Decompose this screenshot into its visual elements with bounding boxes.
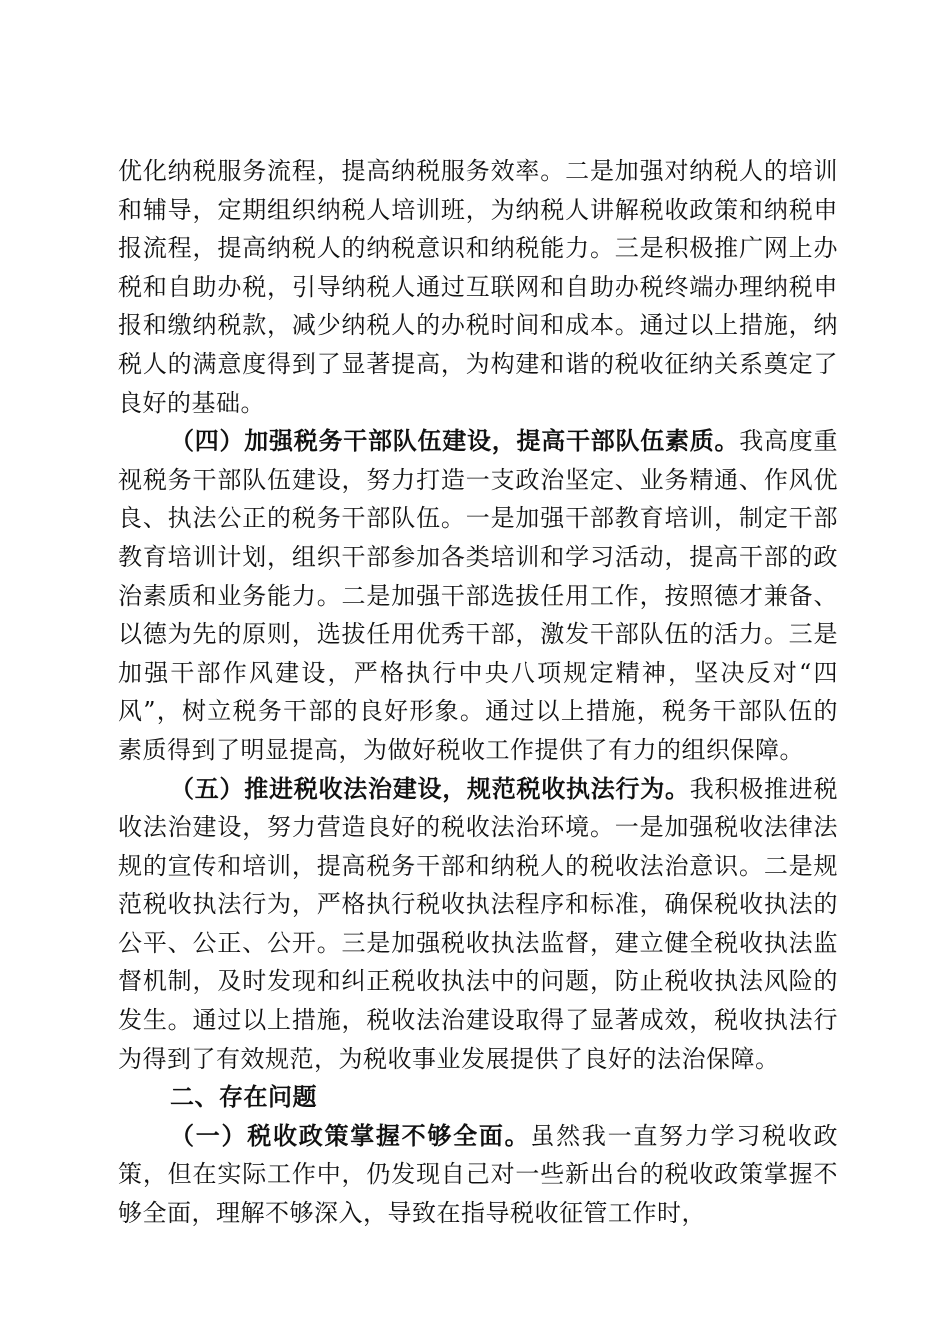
section-heading: 二、存在问题: [170, 1082, 317, 1112]
paragraph-rule-of-law: [118, 770, 838, 1079]
paragraph-cadre-team: [118, 422, 838, 769]
paragraph-policy-issue: [118, 1117, 838, 1233]
paragraph-continuation: [118, 152, 838, 422]
paragraph-lead-heading: （五）推进税收法治建设，规范税收执法行为。: [170, 773, 690, 803]
paragraph-text: 虽然我一直努力学习税收政策，但在实际工作中，仍发现自己对一些新出台的税收政策掌握不够全面，理解不够深入，导致在指导税收征管工作时，: [118, 1121, 838, 1228]
document-body: [118, 152, 838, 1233]
paragraph-lead-heading: （一）税收政策掌握不够全面。: [170, 1120, 531, 1150]
paragraph-text: 我积极推进税收法治建设，努力营造良好的税收法治环境。一是加强税收法律法规的宣传和培训，提高税务干部和纳税人的税收法治意识。二是规范税收执法行为，严格执行税收执法程序和标准，确保税收执法的公平、公正、公开。三是加强税收执法监督，建立健全税收执法监督机制，及时发现和纠正税收执法中的问题，防止税收执法风险的发生。通过以上措施，税收法治建设取得了显著成效，税收执法行为得到了有效规范，为税收事业发展提供了良好的法治保障。: [118, 774, 838, 1073]
paragraph-text: 我高度重视税务干部队伍建设，努力打造一支政治坚定、业务精通、作风优良、执法公正的税务干部队伍。一是加强干部教育培训，制定干部教育培训计划，组织干部参加各类培训和学习活动，提高干部的政治素质和业务能力。二是加强干部选拔任用工作，按照德才兼备、以德为先的原则，选拔任用优秀干部，激发干部队伍的活力。三是加强干部作风建设，严格执行中央八项规定精神，坚决反对“四风”，树立税务干部的良好形象。通过以上措施，税务干部队伍的素质得到了明显提高，为做好税收工作提供了有力的组织保障。: [118, 427, 838, 764]
paragraph-lead-heading: （四）加强税务干部队伍建设，提高干部队伍素质。: [170, 426, 740, 456]
paragraph-text: 优化纳税服务流程，提高纳税服务效率。二是加强对纳税人的培训和辅导，定期组织纳税人培训班，为纳税人讲解税收政策和纳税申报流程，提高纳税人的纳税意识和纳税能力。三是积极推广网上办税和自助办税，引导纳税人通过互联网和自助办税终端办理纳税申报和缴纳税款，减少纳税人的办税时间和成本。通过以上措施，纳税人的满意度得到了显著提高，为构建和谐的税收征纳关系奠定了良好的基础。: [118, 157, 838, 417]
